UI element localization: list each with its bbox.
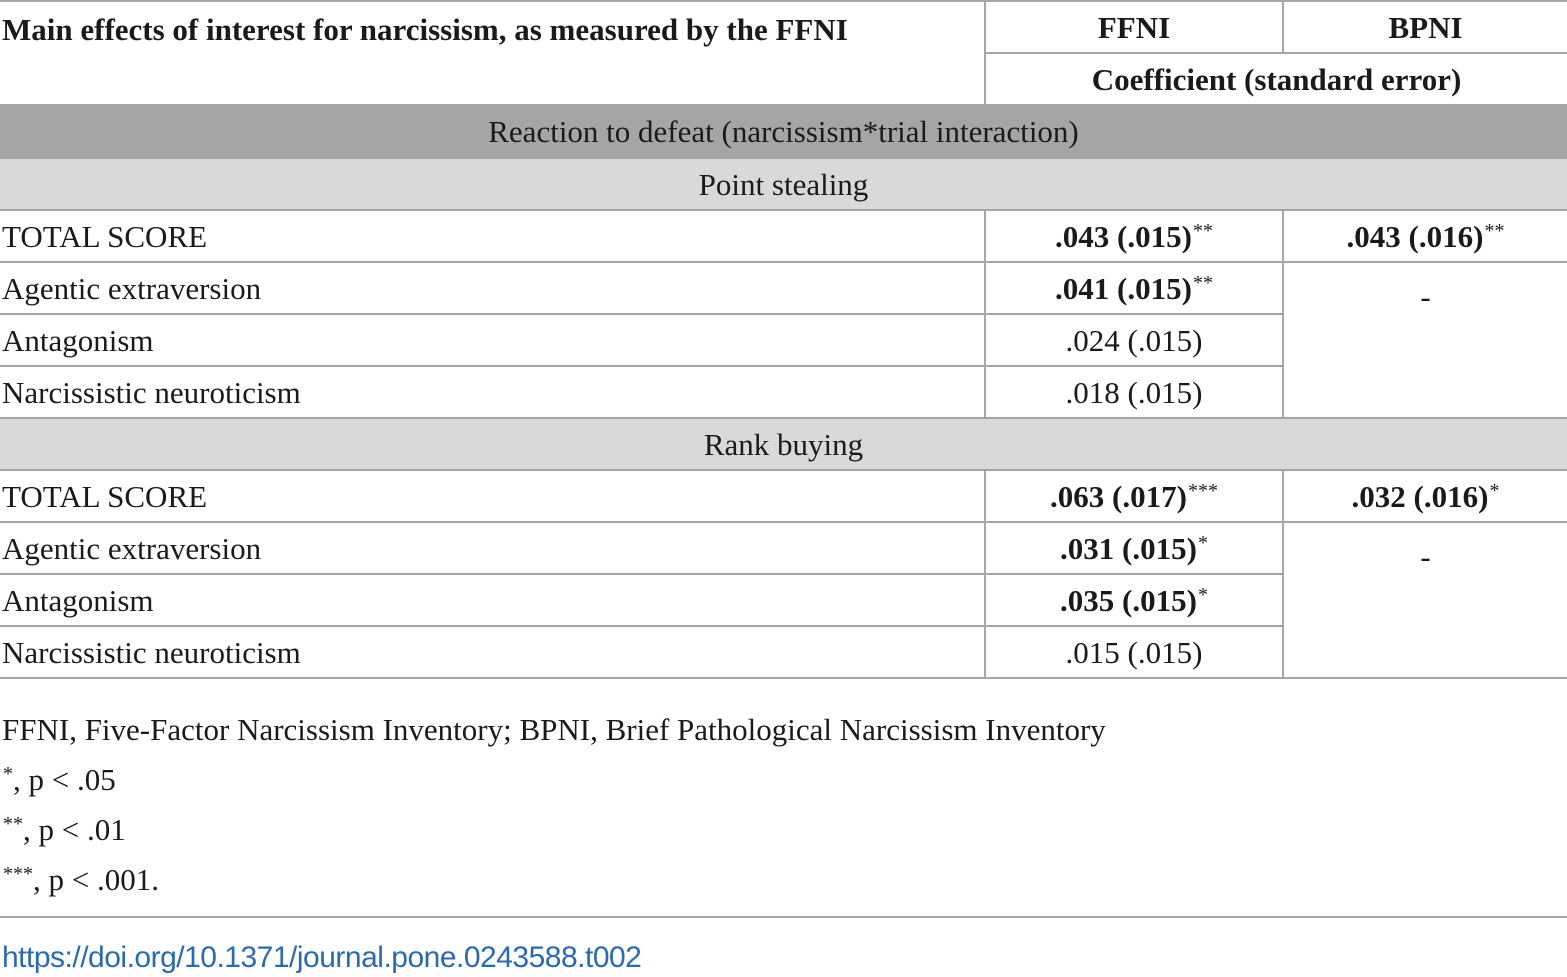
footnote-abbreviations: FFNI, Five-Factor Narcissism Inventory; BPNI, Brief Pathological Narcissism Inventory bbox=[2, 712, 1106, 747]
footnote-sig-001: ***, p < .001. bbox=[3, 862, 159, 897]
ffni-cell: .035 (.015)* bbox=[985, 574, 1283, 626]
bpni-subscale-cell: - bbox=[1283, 522, 1567, 678]
bpni-cell: .043 (.016)** bbox=[1283, 210, 1567, 262]
ffni-cell: .031 (.015)* bbox=[985, 522, 1283, 574]
table-title: Main effects of interest for narcissism, as measured by the FFNI bbox=[0, 1, 985, 105]
table-row bbox=[0, 522, 1567, 574]
table-row bbox=[0, 470, 1567, 522]
ffni-cell: .063 (.017)*** bbox=[985, 470, 1283, 522]
row-label: Agentic extraversion bbox=[0, 262, 985, 314]
ffni-cell: .015 (.015) bbox=[985, 626, 1283, 678]
row-label: Narcissistic neuroticism bbox=[0, 366, 985, 418]
group-header: Rank buying bbox=[0, 418, 1567, 470]
footnote-sig-05: *, p < .05 bbox=[3, 762, 116, 797]
divider bbox=[0, 916, 1567, 918]
row-label: TOTAL SCORE bbox=[0, 470, 985, 522]
ffni-cell: .018 (.015) bbox=[985, 366, 1283, 418]
footnotes bbox=[2, 714, 1106, 914]
row-label: Antagonism bbox=[0, 314, 985, 366]
footnote-sig-01: **, p < .01 bbox=[3, 812, 126, 847]
ffni-cell: .043 (.015)** bbox=[985, 210, 1283, 262]
row-label: Narcissistic neuroticism bbox=[0, 626, 985, 678]
table-row bbox=[0, 262, 1567, 314]
table-row bbox=[0, 210, 1567, 262]
bpni-subscale-cell: - bbox=[1283, 262, 1567, 418]
section-header: Reaction to defeat (narcissism*trial interaction) bbox=[0, 105, 1567, 158]
row-label: Antagonism bbox=[0, 574, 985, 626]
row-label: TOTAL SCORE bbox=[0, 210, 985, 262]
ffni-cell: .041 (.015)** bbox=[985, 262, 1283, 314]
bpni-cell: .032 (.016)* bbox=[1283, 470, 1567, 522]
column-subheader: Coefficient (standard error) bbox=[985, 53, 1567, 105]
row-label: Agentic extraversion bbox=[0, 522, 985, 574]
group-header: Point stealing bbox=[0, 158, 1567, 210]
column-header-bpni: BPNI bbox=[1283, 1, 1567, 53]
ffni-cell: .024 (.015) bbox=[985, 314, 1283, 366]
doi-link[interactable]: https://doi.org/10.1371/journal.pone.0243588.t002 bbox=[2, 941, 642, 974]
column-header-ffni: FFNI bbox=[985, 1, 1283, 53]
